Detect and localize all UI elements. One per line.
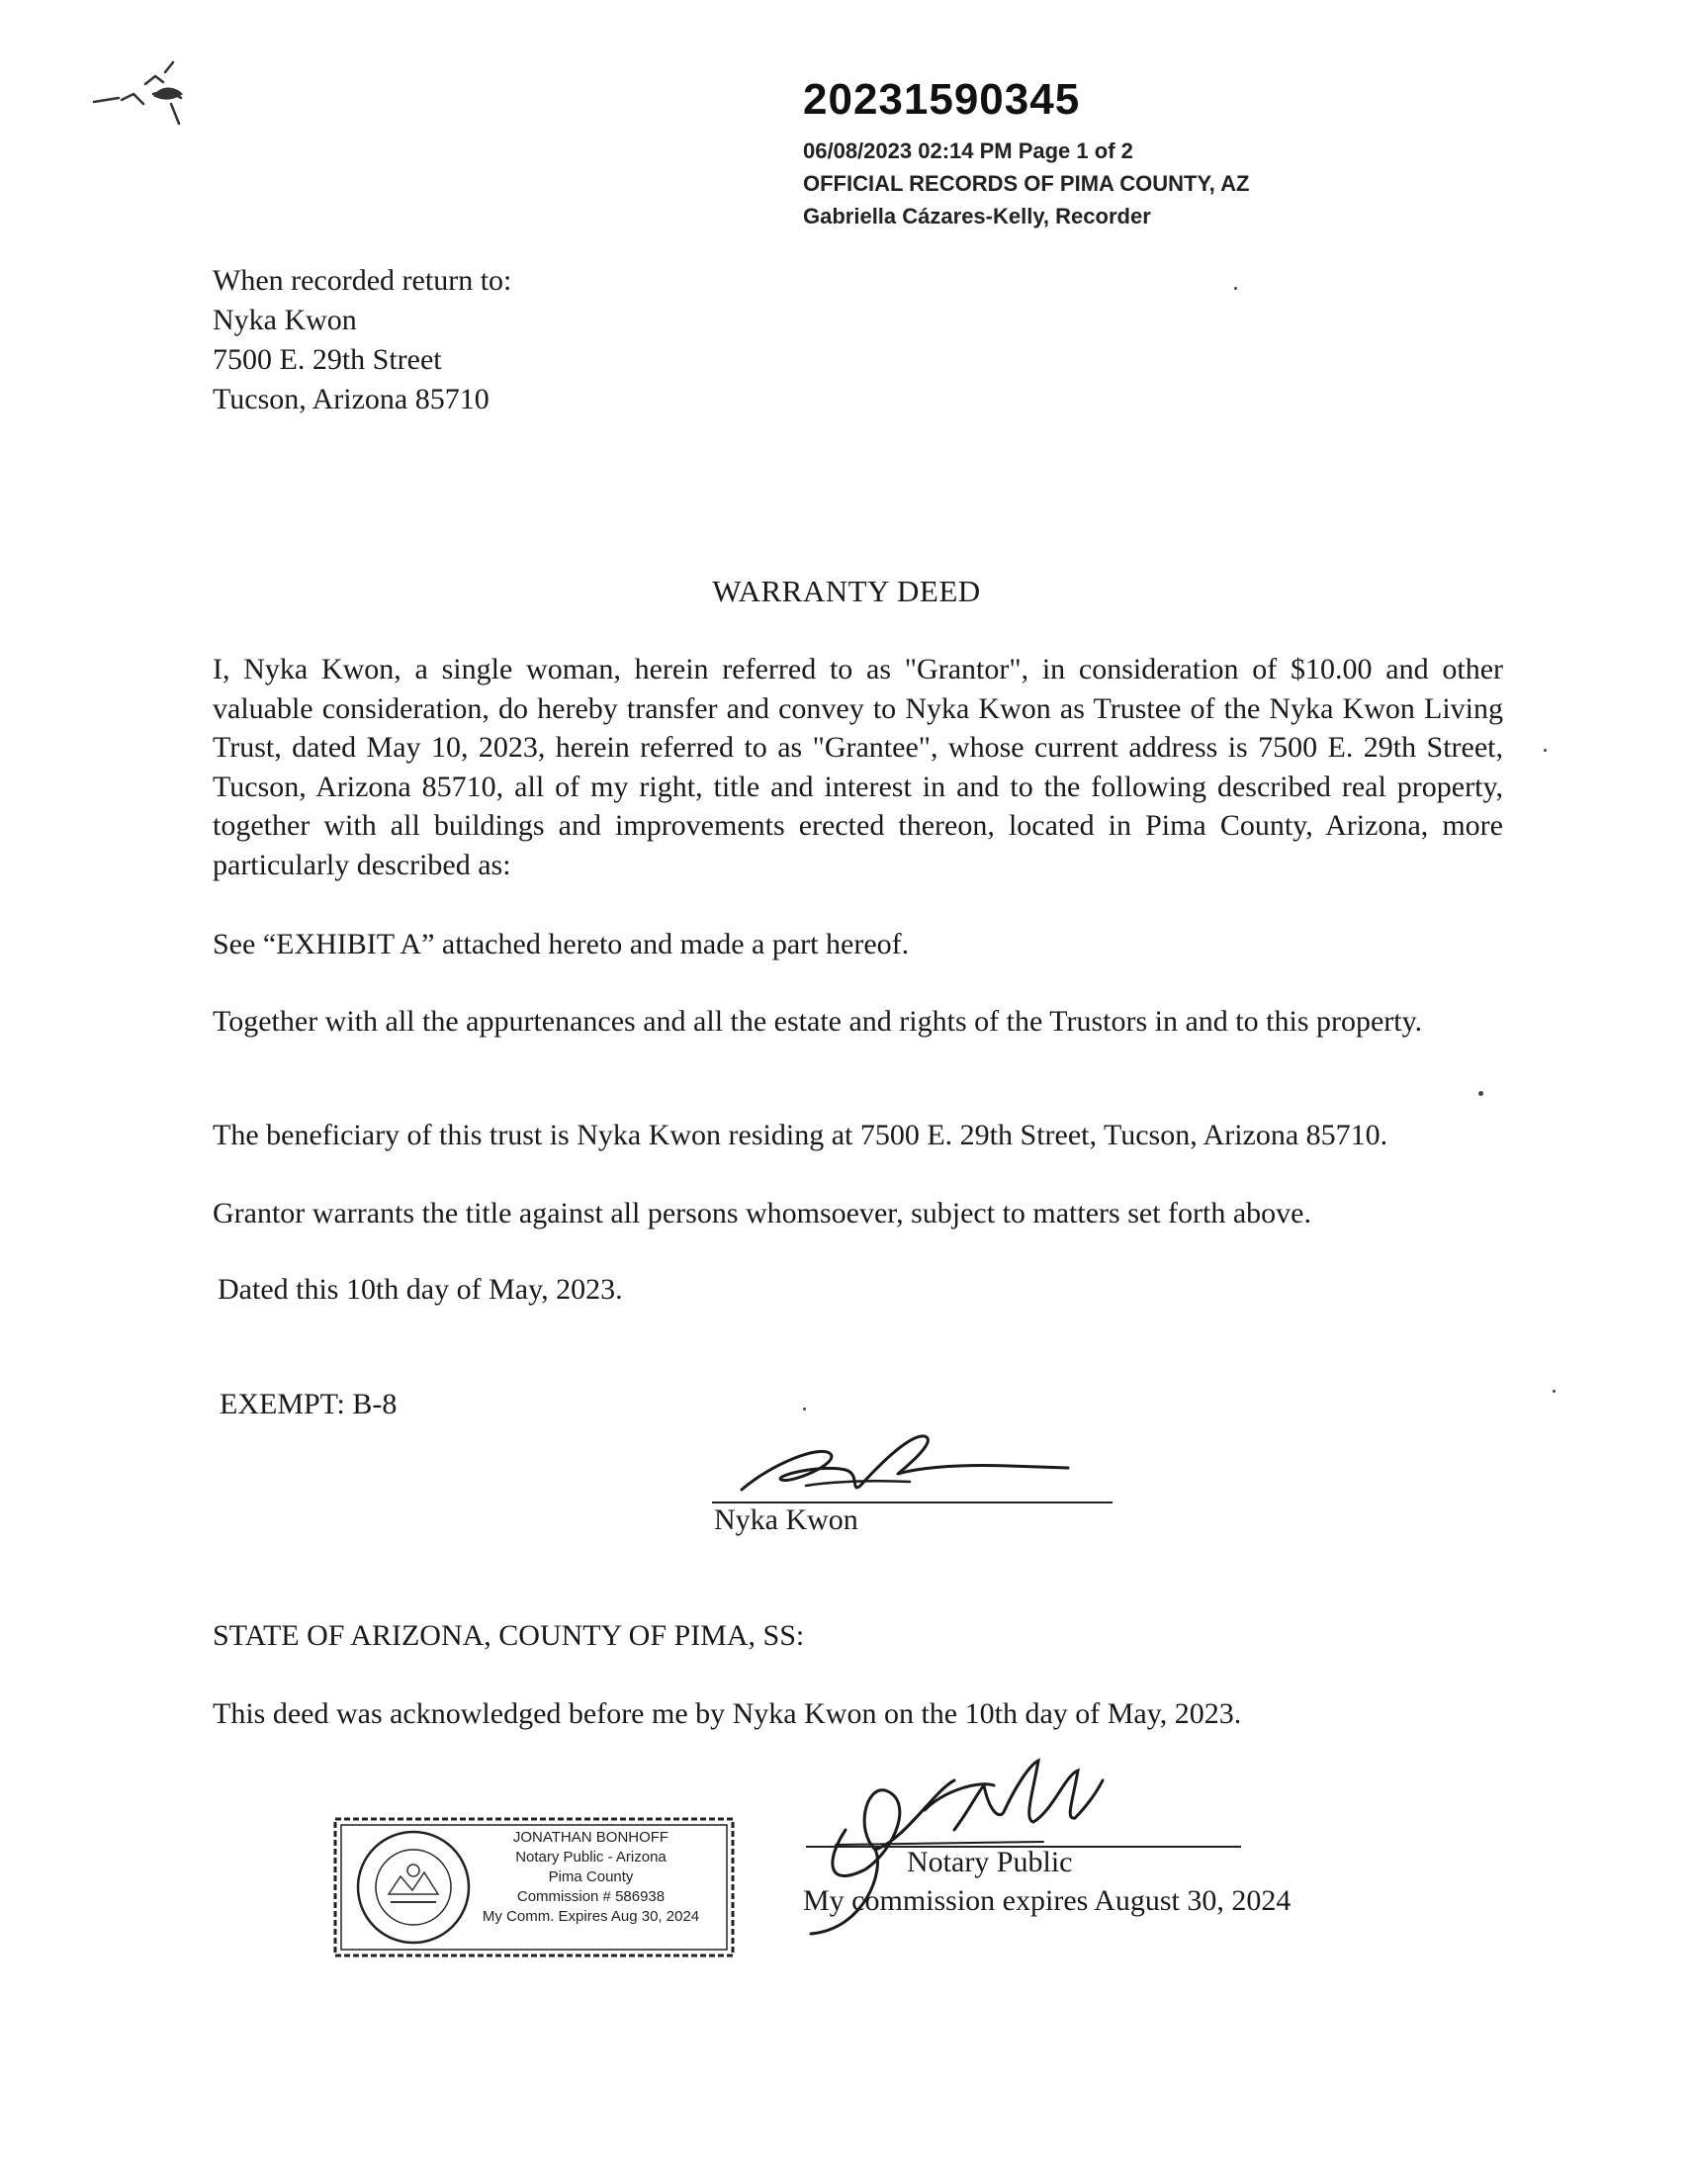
- return-to-street: 7500 E. 29th Street: [213, 343, 442, 376]
- warranty-paragraph: Grantor warrants the title against all persons whomsoever, subject to matters set forth above.: [213, 1197, 1311, 1229]
- stamp-notary-name: JONATHAN BONHOFF: [512, 1829, 669, 1846]
- stamp-commission-number: Commission # 586938: [516, 1888, 666, 1905]
- exhibit-reference: See “EXHIBIT A” attached hereto and made a part hereof.: [213, 928, 910, 960]
- exempt-code: EXEMPT: B-8: [220, 1388, 398, 1420]
- stamp-expiry: My Comm. Expires Aug 30, 2024: [482, 1908, 700, 1925]
- grantor-printed-name: Nyka Kwon: [714, 1503, 858, 1536]
- beneficiary-paragraph: The beneficiary of this trust is Nyka Kwon residing at 7500 E. 29th Street, Tucson, Arizona 85710.: [213, 1119, 1388, 1151]
- scan-speck: [1553, 1390, 1556, 1393]
- stamp-county: Pima County: [548, 1868, 634, 1885]
- state-seal-icon: [358, 1832, 469, 1943]
- notary-title: Notary Public: [907, 1846, 1073, 1878]
- notary-venue: STATE OF ARIZONA, COUNTY OF PIMA, SS:: [213, 1619, 805, 1652]
- margin-scribble-mark: [84, 54, 203, 138]
- scan-speck: [1478, 1091, 1483, 1096]
- recording-datetime: 06/08/2023 02:14 PM Page 1 of 2: [803, 138, 1133, 163]
- notary-stamp-text: [480, 1828, 702, 1927]
- notary-commission-expiry: My commission expires August 30, 2024: [803, 1884, 1292, 1917]
- deed-title: WARRANTY DEED: [712, 574, 981, 608]
- recording-recorder: Gabriella Cázares-Kelly, Recorder: [803, 204, 1151, 228]
- conveyance-paragraph: I, Nyka Kwon, a single woman, herein referred to as "Grantor", in consideration of $10.00 and other valuable consideration, do hereby transfer and convey to Nyka Kwon as Trustee of the Nyka Kwon Living Trust, dated May 10, 2023, herein referred to as "Grantee", whose current address is 7500 E. 29th Street, Tucson, Arizona 85710, all of my right, title and interest in and to the following described real property, together with all buildings and improvements erected thereon, located in Pima County, Arizona, more particularly described as:: [213, 653, 1503, 881]
- return-to-name: Nyka Kwon: [213, 304, 357, 336]
- scan-speck: [803, 1408, 806, 1410]
- return-to-city: Tucson, Arizona 85710: [213, 383, 490, 415]
- dated-line: Dated this 10th day of May, 2023.: [218, 1273, 623, 1306]
- recording-number: 20231590345: [803, 75, 1081, 124]
- scan-speck: [1234, 287, 1237, 290]
- recording-office: OFFICIAL RECORDS OF PIMA COUNTY, AZ: [803, 171, 1250, 196]
- return-to-heading: When recorded return to:: [213, 264, 512, 297]
- stamp-notary-title: Notary Public - Arizona: [515, 1849, 667, 1866]
- acknowledgment-statement: This deed was acknowledged before me by Nyka Kwon on the 10th day of May, 2023.: [213, 1697, 1242, 1730]
- grantor-signature: [712, 1424, 1127, 1503]
- appurtenances-paragraph: Together with all the appurtenances and all the estate and rights of the Trustors in and to this property.: [213, 1005, 1423, 1038]
- scan-speck: [1544, 749, 1547, 752]
